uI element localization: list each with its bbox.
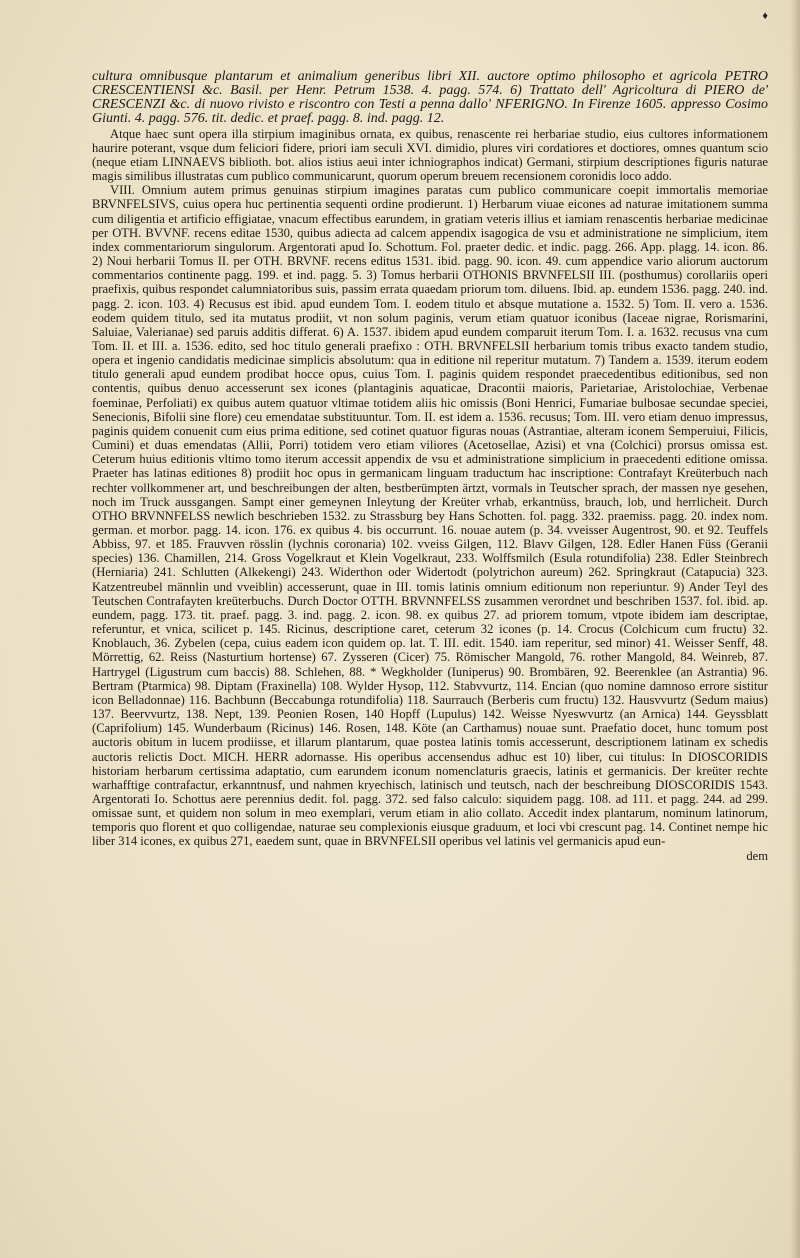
- corner-mark: ♦: [762, 10, 768, 22]
- body-text: [92, 70, 768, 863]
- paragraph-continuation: cultura omnibusque plantarum et animalium generibus libri XII. auctore optimo philosopho et agricola PETRO CRESCENTIENSI &c. Basil. per Henr. Petrum 1538. 4. pagg. 574. 6) Trattato dell' Agricoltura di PIERO de' CRESCENZI &c. di nuovo rivisto e riscontro con Testi a penna dallo' NFERIGNO. In Firenze 1605. appresso Cosimo Giunti. 4. pagg. 576. tit. dedic. et praef. pagg. 8. ind. pagg. 12.: [92, 69, 768, 127]
- paragraph-viii: VIII. Omnium autem primus genuinas stirpium imagines paratas cum publico communicare coepit immortalis memoriae BRVNFELSIVS, cuius opera huc pertinentia sequenti ordine prodierunt. 1) Herbarum viuae eicones ad naturae imitationem summa cum diligentia et artificio effigiatae, vnacum effectibus earundem, in gratiam veteris illius et iamiam renascentis herbariae medicinae per OTH. BVVNF. recens editae 1530, quibus adiecta ad calcem appendix isagogica de vsu et administratione ne simplicium, item index commentariorum singulorum. Argentorati apud Io. Schottum. Fol. praeter dedic. et indic. pagg. 266. App. plagg. 14. icon. 86. 2) Noui herbarii Tomus II. per OTH. BRVNF. recens editus 1531. ibid. pagg. 90. icon. 49. cum appendice vario aliorum auctorum commentarios continente pagg. 199. et ind. pagg. 5. 3) Tomus herbarii OTHONIS BRVNFELSII III. (posthumus) corollariis operi praefixis, quibus respondet calumniatoribus suis, passim errata quaedam priorum tom. diluens. Ibid. ap. eundem 1536. pagg. 240. ind. pagg. 2. icon. 103. 4) Recusus est ibid. apud eundem Tom. I. eodem titulo et absque mutatione a. 1532. 5) Tom. II. vero a. 1536. eodem quidem titulo, sed ita mutatus prodiit, vt non solum paginis, verum etiam quatuor iconibus (Iaceae nigrae, Rorismarini, Saluiae, Valerianae) sed paruis additis differat. 6) A. 1537. ibidem apud eundem comparuit iterum Tom. I. a. 1632. recusus vna cum Tom. II. et III. a. 1536. edito, sed hoc titulo generali praefixo : OTH. BRVNFELSII herbarium tomis tribus exacto tandem studio, opera et ingenio candidatis medicinae simplicis absolutum: qua in editione nil reperitur mutatum. 7) Tandem a. 1539. iterum eodem titulo generali apud eundem prodibat hocce opus, cuius Tom. I. paginis quidem respondet praecedentibus editionibus, sed non contentis, quibus denuo accesserunt sex icones (plantaginis aquaticae, Dracontii maioris, Parietariae, Aristolochiae, Verbenae foeminae, Perfoliati) ex quibus autem quatuor vltimae totidem aliis hic omissis (Boni Henrici, Fumariae bulbosae secundae speciei, Senecionis, Bifolii sine flore) ceu emendatae substituuntur. Tom. II. est idem a. 1536. recusus; Tom. III. vero etiam denuo impressus, paginis quidem conuenit cum eius prima editione, sed cotinet quatuor figuras nouas (Astrantiae, alteram iconem Semperuiui, Filicis, Cumini) et duas emendatas (Allii, Porri) totidem vero etiam viliores (Acetosellae, Azisi) et vna (Colchici) prorsus omissa est. Ceterum huius editionis vltimo tomo iterum accessit appendix de vsu et administratione simplicium in praecedenti editione omissa. Praeter has latinas editiones 8) prodiit hoc opus in germanicam linguam traductum hac inscriptione: Contrafayt Kreüterbuch nach rechter vollkommener art, und beschreibungen der alten, bestberümpten ärtzt, vormals in Teutscher sprach, der massen nye gesehen, noch im Truck aussgangen. Sampt einer gemeynen Inleytung der Kreüter vrhab, erkantnüss, brauch, lob, und herrlicheit. Durch OTHO BRVNNFELSS newlich beschrieben 1532. zu Strassburg bey Hans Schotten. fol. pagg. 332. praemiss. pagg. 20. index nom. german. et morbor. pagg. 14. icon. 176. ex quibus 4. bis occurrunt. 16. nouae autem (p. 34. vveisser Augentrost, 90. et 92. Teuffels Abbiss, 97. et 185. Frauvven rösslin (lychnis coronaria) 102. vveiss Gilgen, 112. Blavv Gilgen, 128. Edler Hanen Füss (Geranii species) 136. Chamillen, 214. Gross Vogelkraut et Klein Vogelkraut, 233. Wolffsmilch (Esula rotundifolia) 238. Edler Steinbrech (Herniaria) 241. Schlutten (Alkekengi) 243. Widerthon oder Widertodt (polytrichon aureum) 262. Springkraut (Catapucia) 323. Katzentreubel männlin und vveiblin) accesserunt, quae in III. tomis latinis omnium editionum non reperiuntur. 9) Ander Teyl des Teutschen Contrafayten kreüterbuchs. Durch Doctor OTTH. BRVNNFELSS zusammen verordnet und beschriben 1537. fol. ibid. ap. eundem, pagg. 173. tit. praef. pagg. 3. ind. pagg. 2. icon. 98. ex quibus 27. ad priorem tomum, vtpote ibidem iam descriptae, referuntur, et vnica, scilicet p. 145. Ricinus, descriptione caret, ceterum 32 icones (p. 14. Crocus (Colchicum cum fructu) 32. Knoblauch, 36. Zybelen (cepa, cuius eadem icon quidem op. lat. T. III. edit. 1540. iam reperitur, sed minor) 41. Weisser Senff, 48. Mörrettig, 62. Reiss (Nasturtium hortense) 67. Zysseren (Cicer) 75. Römischer Mangold, 76. rother Mangold, 84. Weinreb, 87. Hartrygel (Ligustrum cum baccis) 88. Schlehen, 88. * Wegkholder (Iuniperus) 90. Brombären, 92. Beerenklee (an Astrantia) 96. Bertram (Ptarmica) 98. Diptam (Fraxinella) 108. Wylder Hysop, 112. Stabvvurtz, 114. Encian (quo nomine damnoso errore sistitur icon Belladonnae) 116. Bachbunn (Beccabunga rotundifolia) 118. Saurrauch (Berberis cum fructu) 132. Hausvvurtz (Sedum maius) 137. Beervvurtz, 138. Nept, 139. Peonien Rosen, 140 Hopff (Lupulus) 142. Weisse Nyeswvurtz (an Arnica) 144. Geyssblatt (Caprifolium) 145. Wunderbaum (Ricinus) 146. Rosen, 148. Köte (an Carthamus) nouae sunt. Praefatio docet, hunc tomum post auctoris obitum in lucem prodiisse, et illarum plantarum, quae posteа latinis tomis accesserunt, descriptionem latinam ex schedis auctoris relictis Doct. MICH. HERR adornasse. His operibus accensendus adhuc est 10) liber, cui titulus: In DIOSCORIDIS historiam herbarum certissima adaptatio, cum earundem iconum nomenclaturis graecis, latinis et germanicis. Der kreüter rechte warhafftige contrafactur, erkanntnusf, und nahmen kryechisch, latinisch und teutsch, nach der beschreibung DIOSCORIDIS 1543. Argentorati Io. Schottus aere perennius dedit. fol. pagg. 372. sed falso calculo: siquidem pagg. 108. ad 111. et pagg. 244. ad 299. omissae sunt, et quidem non solum in meo exemplari, verum etiam in alio collato. Accedit index plantarum, nominum latinorum, temporis quo florent et quo colligendae, naturae seu complexionis eiusque graduum, et loci vbi crescunt pag. 14. Continet nempe hic liber 314 icones, ex quibus 271, eaedem sunt, quae in BRVNFELSII operibus vel latinis vel germanicis apud eun-: [92, 183, 768, 849]
- paragraph-atque: Atque haec sunt opera illa stirpium imaginibus ornata, ex quibus, renascente rei herbariae studio, eius cultores informationem haurire poterant, vsque dum feliciori fidere, priori iam seculi XVI. dimidio, plures viri cordatiores et doctiores, omnes quantum scio (neque etiam LINNAEVS biblioth. bot. alios istius aeui inter ichniographos indicat) Germani, stirpium descriptiones figuris naturae magis similibus illustratas cum publico communicarunt, quorum operum breuem recensionem coronidis loco addo.: [92, 126, 768, 184]
- page-spine-shadow: [790, 0, 800, 1258]
- catchword: dem: [746, 848, 768, 863]
